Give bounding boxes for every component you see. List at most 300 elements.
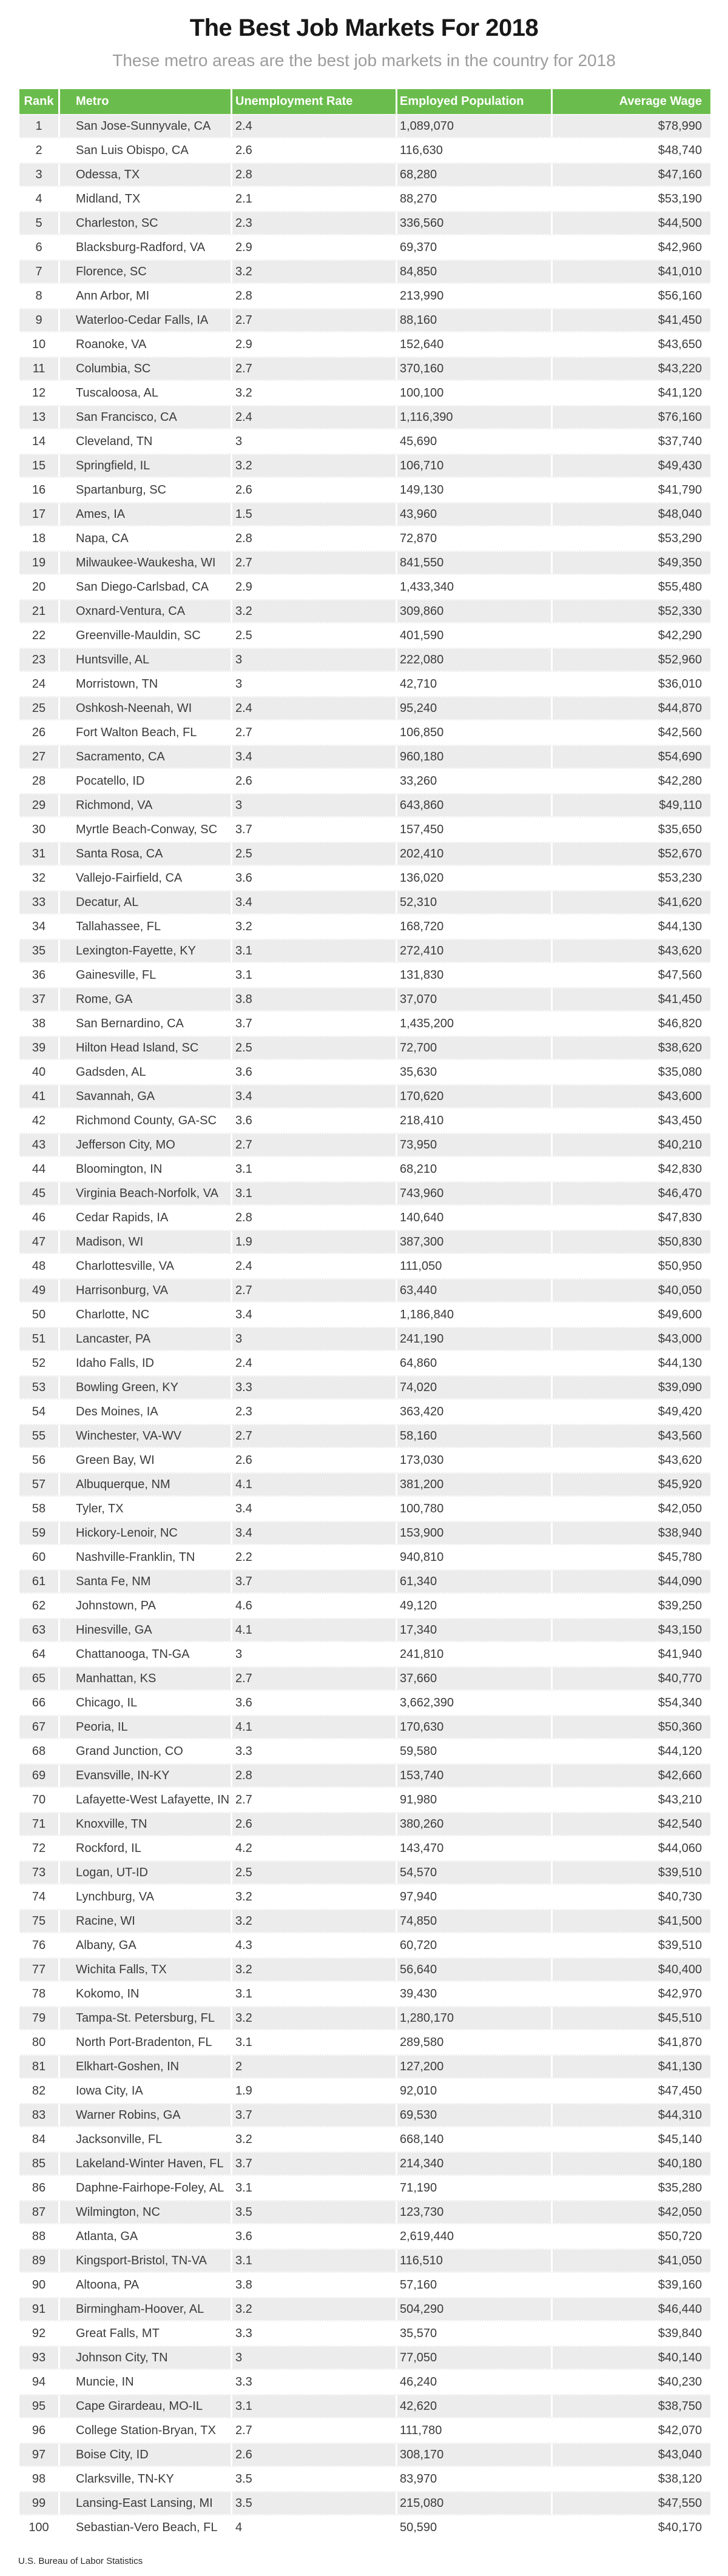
average-wage-cell: $44,060 (551, 1836, 710, 1860)
unemployment-rate-cell: 3.2 (231, 1959, 396, 1981)
unemployment-rate-cell: 2.6 (231, 2444, 396, 2466)
average-wage-cell: $39,510 (551, 1862, 710, 1883)
metro-cell: Great Falls, MT (58, 2321, 231, 2346)
table-row (19, 1933, 710, 1957)
employed-population-cell: 100,100 (396, 381, 551, 405)
rank-cell: 40 (32, 1065, 46, 1079)
table-row (19, 2491, 710, 2515)
table-row (19, 2321, 710, 2346)
table-row (19, 696, 710, 720)
table-row (19, 332, 710, 357)
employed-population-cell: 152,640 (396, 332, 551, 357)
metro-cell: San Jose-Sunnyvale, CA (58, 115, 231, 137)
employed-population-cell: 60,720 (396, 1933, 551, 1957)
average-wage-cell: $42,280 (551, 769, 710, 793)
average-wage-cell: $48,740 (551, 138, 710, 163)
employed-population-cell: 116,630 (396, 138, 551, 163)
table-row (19, 2346, 710, 2370)
employed-population-cell: 149,130 (396, 478, 551, 502)
table-row (19, 1060, 710, 1084)
average-wage-cell: $43,650 (551, 332, 710, 357)
rank-cell: 72 (32, 1841, 46, 1855)
rank-cell: 11 (32, 361, 46, 375)
employed-population-cell: 42,710 (396, 672, 551, 696)
table-header-row (19, 89, 710, 114)
table-row (19, 2152, 710, 2176)
table-row (19, 720, 710, 745)
rank-cell: 39 (32, 1041, 46, 1055)
employed-population-cell: 241,190 (396, 1328, 551, 1350)
average-wage-cell: $42,830 (551, 1157, 710, 1181)
metro-cell: Santa Rosa, CA (58, 843, 231, 865)
metro-cell: Greenville-Mauldin, SC (58, 623, 231, 648)
average-wage-cell: $41,450 (551, 309, 710, 331)
metro-cell: Charleston, SC (58, 212, 231, 234)
rank-cell: 26 (32, 725, 46, 739)
rank-cell: 3 (35, 167, 42, 181)
unemployment-rate-cell: 3.3 (231, 2321, 396, 2346)
table-row (19, 1836, 710, 1860)
table-row (19, 284, 710, 308)
unemployment-rate-cell: 2.8 (231, 526, 396, 551)
rank-cell: 45 (32, 1186, 46, 1200)
table-row (19, 2394, 710, 2418)
table-row (19, 963, 710, 987)
average-wage-cell: $52,960 (551, 649, 710, 671)
metro-cell: Myrtle Beach-Conway, SC (58, 817, 231, 842)
average-wage-cell: $48,040 (551, 503, 710, 525)
average-wage-cell: $42,660 (551, 1765, 710, 1786)
table-row (19, 235, 710, 260)
rank-cell: 68 (32, 1744, 46, 1758)
table-row (19, 1666, 710, 1691)
employed-population-cell: 143,470 (396, 1836, 551, 1860)
unemployment-rate-cell: 3.2 (231, 2127, 396, 2152)
unemployment-rate-cell: 2.7 (231, 1134, 396, 1156)
employed-population-cell: 1,435,200 (396, 1011, 551, 1036)
table-row (19, 1739, 710, 1763)
column-header-unemployment-rate: Unemployment Rate (231, 89, 396, 114)
unemployment-rate-cell: 3.2 (231, 600, 396, 622)
employed-population-cell: 743,960 (396, 1182, 551, 1204)
employed-population-cell: 68,210 (396, 1157, 551, 1181)
unemployment-rate-cell: 3.6 (231, 1109, 396, 1133)
metro-cell: Chicago, IL (58, 1691, 231, 1715)
rank-cell: 58 (32, 1501, 46, 1515)
table-row (19, 1860, 710, 1885)
unemployment-rate-cell: 3 (231, 2347, 396, 2369)
table-row (19, 1109, 710, 1133)
rank-cell: 78 (32, 1987, 46, 2001)
column-header-rank: Rank (24, 95, 54, 108)
table-row (19, 478, 710, 502)
metro-cell: Hinesville, GA (58, 1619, 231, 1641)
metro-cell: Rockford, IL (58, 1836, 231, 1860)
table-row (19, 187, 710, 211)
rank-cell: 37 (32, 992, 46, 1006)
table-row (19, 405, 710, 429)
table-row (19, 163, 710, 187)
average-wage-cell: $40,170 (551, 2515, 710, 2540)
unemployment-rate-cell: 4.1 (231, 1619, 396, 1641)
unemployment-rate-cell: 3.7 (231, 1571, 396, 1592)
metro-cell: College Station-Bryan, TX (58, 2418, 231, 2443)
rank-cell: 53 (32, 1380, 46, 1394)
employed-population-cell: 336,560 (396, 212, 551, 234)
metro-cell: Richmond County, GA-SC (58, 1109, 231, 1133)
employed-population-cell: 88,270 (396, 187, 551, 211)
average-wage-cell: $47,450 (551, 2079, 710, 2103)
employed-population-cell: 401,590 (396, 623, 551, 648)
metro-cell: Birmingham-Hoover, AL (58, 2298, 231, 2320)
rank-cell: 34 (32, 919, 46, 933)
unemployment-rate-cell: 3.4 (231, 1497, 396, 1521)
metro-cell: San Diego-Carlsbad, CA (58, 575, 231, 599)
employed-population-cell: 63,440 (396, 1280, 551, 1301)
metro-cell: Tuscaloosa, AL (58, 381, 231, 405)
employed-population-cell: 37,660 (396, 1668, 551, 1689)
table-row (19, 1594, 710, 1618)
employed-population-cell: 170,620 (396, 1085, 551, 1107)
table-row (19, 1448, 710, 1472)
metro-cell: Jefferson City, MO (58, 1134, 231, 1156)
rank-cell: 64 (32, 1647, 46, 1661)
unemployment-rate-cell: 3.2 (231, 381, 396, 405)
unemployment-rate-cell: 2.2 (231, 1545, 396, 1569)
unemployment-rate-cell: 3 (231, 672, 396, 696)
table-row (19, 2176, 710, 2200)
employed-population-cell: 39,430 (396, 1982, 551, 2006)
metro-cell: Oshkosh-Neenah, WI (58, 697, 231, 719)
employed-population-cell: 52,310 (396, 891, 551, 913)
average-wage-cell: $41,870 (551, 2030, 710, 2054)
employed-population-cell: 643,860 (396, 794, 551, 816)
metro-cell: Tampa-St. Petersburg, FL (58, 2007, 231, 2029)
metro-cell: Muncie, IN (58, 2370, 231, 2394)
metro-cell: Lakeland-Winter Haven, FL (58, 2153, 231, 2175)
unemployment-rate-cell: 3.3 (231, 1377, 396, 1398)
metro-cell: Lexington-Fayette, KY (58, 940, 231, 962)
unemployment-rate-cell: 3.1 (231, 1182, 396, 1204)
metro-cell: Idaho Falls, ID (58, 1351, 231, 1375)
average-wage-cell: $38,940 (551, 1522, 710, 1544)
table-row (19, 1400, 710, 1424)
page-subtitle: These metro areas are the best job markets in the country for 2018 (112, 51, 616, 70)
average-wage-cell: $50,830 (551, 1231, 710, 1253)
rank-cell: 36 (32, 968, 46, 982)
metro-cell: Decatur, AL (58, 891, 231, 913)
rank-cell: 1 (35, 119, 42, 133)
average-wage-cell: $50,720 (551, 2224, 710, 2249)
average-wage-cell: $43,210 (551, 1788, 710, 1812)
rank-cell: 2 (35, 143, 42, 157)
rank-cell: 65 (32, 1671, 46, 1685)
average-wage-cell: $44,500 (551, 212, 710, 234)
employed-population-cell: 83,970 (396, 2467, 551, 2491)
metro-cell: Cedar Rapids, IA (58, 1206, 231, 1230)
metro-cell: Odessa, TX (58, 164, 231, 186)
average-wage-cell: $40,230 (551, 2370, 710, 2394)
unemployment-rate-cell: 3.8 (231, 2273, 396, 2297)
table-row (19, 1957, 710, 1982)
table-row (19, 2515, 710, 2540)
metro-cell: Albany, GA (58, 1933, 231, 1957)
unemployment-rate-cell: 2.3 (231, 1400, 396, 1424)
employed-population-cell: 57,160 (396, 2273, 551, 2297)
metro-cell: Fort Walton Beach, FL (58, 720, 231, 745)
rank-cell: 35 (32, 944, 46, 958)
rank-cell: 24 (32, 677, 46, 691)
unemployment-rate-cell: 4.1 (231, 1716, 396, 1738)
unemployment-rate-cell: 3.2 (231, 261, 396, 283)
metro-cell: Elkhart-Goshen, IN (58, 2056, 231, 2078)
rank-cell: 69 (32, 1768, 46, 1782)
table-row (19, 890, 710, 914)
rank-cell: 47 (32, 1235, 46, 1249)
employed-population-cell: 308,170 (396, 2444, 551, 2466)
rank-cell: 98 (32, 2472, 46, 2486)
rank-cell: 15 (32, 458, 46, 472)
metro-cell: Tallahassee, FL (58, 914, 231, 939)
table-body (19, 114, 710, 2540)
metro-cell: Evansville, IN-KY (58, 1765, 231, 1786)
metro-cell: Peoria, IL (58, 1716, 231, 1738)
rank-cell: 97 (32, 2447, 46, 2461)
metro-cell: Kokomo, IN (58, 1982, 231, 2006)
average-wage-cell: $53,230 (551, 866, 710, 890)
rank-cell: 44 (32, 1162, 46, 1176)
table-row (19, 1036, 710, 1060)
employed-population-cell: 49,120 (396, 1594, 551, 1618)
employed-population-cell: 3,662,390 (396, 1691, 551, 1715)
table-row (19, 1206, 710, 1230)
table-row (19, 2103, 710, 2127)
table-row (19, 866, 710, 890)
unemployment-rate-cell: 3.4 (231, 1303, 396, 1327)
unemployment-rate-cell: 3.1 (231, 963, 396, 987)
employed-population-cell: 387,300 (396, 1231, 551, 1253)
employed-population-cell: 153,740 (396, 1765, 551, 1786)
employed-population-cell: 92,010 (396, 2079, 551, 2103)
table-row (19, 2224, 710, 2249)
employed-population-cell: 72,870 (396, 526, 551, 551)
metro-cell: Grand Junction, CO (58, 1739, 231, 1763)
rank-cell: 46 (32, 1210, 46, 1224)
table-row (19, 1909, 710, 1933)
employed-population-cell: 668,140 (396, 2127, 551, 2152)
average-wage-cell: $45,140 (551, 2127, 710, 2152)
unemployment-rate-cell: 3.2 (231, 455, 396, 477)
employed-population-cell: 381,200 (396, 1474, 551, 1495)
table-row (19, 1691, 710, 1715)
unemployment-rate-cell: 1.9 (231, 1231, 396, 1253)
average-wage-cell: $38,750 (551, 2395, 710, 2417)
metro-cell: Sebastian-Vero Beach, FL (58, 2515, 231, 2540)
unemployment-rate-cell: 2.5 (231, 843, 396, 865)
employed-population-cell: 1,280,170 (396, 2007, 551, 2029)
average-wage-cell: $44,870 (551, 697, 710, 719)
unemployment-rate-cell: 2.6 (231, 478, 396, 502)
rank-cell: 14 (32, 434, 46, 448)
employed-population-cell: 35,570 (396, 2321, 551, 2346)
unemployment-rate-cell: 3 (231, 429, 396, 454)
metro-cell: Midland, TX (58, 187, 231, 211)
average-wage-cell: $40,180 (551, 2153, 710, 2175)
average-wage-cell: $39,840 (551, 2321, 710, 2346)
employed-population-cell: 35,630 (396, 1060, 551, 1084)
table-row (19, 1569, 710, 1594)
table-row (19, 1982, 710, 2006)
metro-cell: Wilmington, NC (58, 2201, 231, 2223)
unemployment-rate-cell: 2.4 (231, 697, 396, 719)
table-row (19, 623, 710, 648)
unemployment-rate-cell: 3.2 (231, 1910, 396, 1932)
rank-cell: 59 (32, 1526, 46, 1540)
table-row (19, 1181, 710, 1206)
employed-population-cell: 100,780 (396, 1497, 551, 1521)
unemployment-rate-cell: 3.2 (231, 1885, 396, 1909)
table-row (19, 2370, 710, 2394)
metro-cell: Gadsden, AL (58, 1060, 231, 1084)
rank-cell: 99 (32, 2496, 46, 2510)
average-wage-cell: $53,290 (551, 526, 710, 551)
table-row (19, 1375, 710, 1400)
metro-cell: Iowa City, IA (58, 2079, 231, 2103)
employed-population-cell: 73,950 (396, 1134, 551, 1156)
employed-population-cell: 1,433,340 (396, 575, 551, 599)
rank-cell: 23 (32, 652, 46, 666)
rank-cell: 62 (32, 1598, 46, 1612)
column-header-metro: Metro (58, 89, 231, 114)
employed-population-cell: 95,240 (396, 697, 551, 719)
employed-population-cell: 940,810 (396, 1545, 551, 1569)
table-row (19, 2127, 710, 2152)
average-wage-cell: $47,550 (551, 2492, 710, 2514)
metro-cell: Clarksville, TN-KY (58, 2467, 231, 2491)
employed-population-cell: 170,630 (396, 1716, 551, 1738)
unemployment-rate-cell: 2.8 (231, 164, 396, 186)
rank-cell: 17 (32, 507, 46, 521)
rank-cell: 90 (32, 2278, 46, 2292)
average-wage-cell: $41,790 (551, 478, 710, 502)
table-row (19, 429, 710, 454)
metro-cell: Huntsville, AL (58, 649, 231, 671)
rank-cell: 54 (32, 1404, 46, 1418)
employed-population-cell: 97,940 (396, 1885, 551, 1909)
unemployment-rate-cell: 2 (231, 2056, 396, 2078)
average-wage-cell: $43,450 (551, 1109, 710, 1133)
employed-population-cell: 111,780 (396, 2418, 551, 2443)
unemployment-rate-cell: 2.7 (231, 1280, 396, 1301)
metro-cell: Nashville-Franklin, TN (58, 1545, 231, 1569)
employed-population-cell: 46,240 (396, 2370, 551, 2394)
table-row (19, 381, 710, 405)
average-wage-cell: $41,050 (551, 2250, 710, 2272)
employed-population-cell: 43,960 (396, 503, 551, 525)
average-wage-cell: $52,330 (551, 600, 710, 622)
rank-cell: 31 (32, 847, 46, 860)
employed-population-cell: 1,089,070 (396, 115, 551, 137)
employed-population-cell: 214,340 (396, 2153, 551, 2175)
unemployment-rate-cell: 2.7 (231, 720, 396, 745)
unemployment-rate-cell: 2.7 (231, 2418, 396, 2443)
rank-cell: 16 (32, 483, 46, 497)
metro-cell: Milwaukee-Waukesha, WI (58, 552, 231, 574)
table-row (19, 1618, 710, 1642)
table-row (19, 2249, 710, 2273)
table-row (19, 1763, 710, 1788)
employed-population-cell: 131,830 (396, 963, 551, 987)
average-wage-cell: $42,540 (551, 1813, 710, 1835)
rank-cell: 49 (32, 1283, 46, 1297)
employed-population-cell: 2,619,440 (396, 2224, 551, 2249)
metro-cell: Hilton Head Island, SC (58, 1037, 231, 1059)
table-row (19, 1788, 710, 1812)
metro-cell: Hickory-Lenoir, NC (58, 1522, 231, 1544)
metro-cell: Lynchburg, VA (58, 1885, 231, 1909)
average-wage-cell: $43,600 (551, 1085, 710, 1107)
table-row (19, 1472, 710, 1497)
metro-cell: Jacksonville, FL (58, 2127, 231, 2152)
metro-cell: Cape Girardeau, MO-IL (58, 2395, 231, 2417)
metro-cell: San Francisco, CA (58, 406, 231, 428)
table-row (19, 1011, 710, 1036)
table-row (19, 308, 710, 332)
metro-cell: Morristown, TN (58, 672, 231, 696)
rank-cell: 100 (29, 2520, 49, 2534)
table-row (19, 769, 710, 793)
employed-population-cell: 74,020 (396, 1377, 551, 1398)
average-wage-cell: $45,780 (551, 1545, 710, 1569)
average-wage-cell: $37,740 (551, 429, 710, 454)
unemployment-rate-cell: 2.8 (231, 1206, 396, 1230)
table-row (19, 1351, 710, 1375)
rank-cell: 84 (32, 2132, 46, 2146)
metro-cell: Knoxville, TN (58, 1813, 231, 1835)
average-wage-cell: $42,960 (551, 235, 710, 260)
employed-population-cell: 173,030 (396, 1448, 551, 1472)
rank-cell: 86 (32, 2181, 46, 2195)
average-wage-cell: $40,140 (551, 2347, 710, 2369)
rank-cell: 56 (32, 1453, 46, 1467)
unemployment-rate-cell: 2.7 (231, 309, 396, 331)
employed-population-cell: 84,850 (396, 261, 551, 283)
unemployment-rate-cell: 3.6 (231, 866, 396, 890)
metro-cell: Spartanburg, SC (58, 478, 231, 502)
table-row (19, 114, 710, 138)
rank-cell: 41 (32, 1089, 46, 1103)
average-wage-cell: $41,940 (551, 1642, 710, 1666)
rank-cell: 93 (32, 2350, 46, 2364)
rank-cell: 73 (32, 1865, 46, 1879)
table-row (19, 1812, 710, 1836)
employed-population-cell: 123,730 (396, 2201, 551, 2223)
table-row (19, 2273, 710, 2297)
metro-cell: Oxnard-Ventura, CA (58, 600, 231, 622)
table-row (19, 1497, 710, 1521)
employed-population-cell: 69,530 (396, 2104, 551, 2126)
unemployment-rate-cell: 3.4 (231, 1522, 396, 1544)
average-wage-cell: $47,560 (551, 963, 710, 987)
average-wage-cell: $40,770 (551, 1668, 710, 1689)
average-wage-cell: $43,040 (551, 2444, 710, 2466)
metro-cell: Napa, CA (58, 526, 231, 551)
average-wage-cell: $56,160 (551, 284, 710, 308)
metro-cell: Charlottesville, VA (58, 1254, 231, 1278)
rank-cell: 92 (32, 2326, 46, 2340)
employed-population-cell: 309,860 (396, 600, 551, 622)
metro-cell: Santa Fe, NM (58, 1571, 231, 1592)
